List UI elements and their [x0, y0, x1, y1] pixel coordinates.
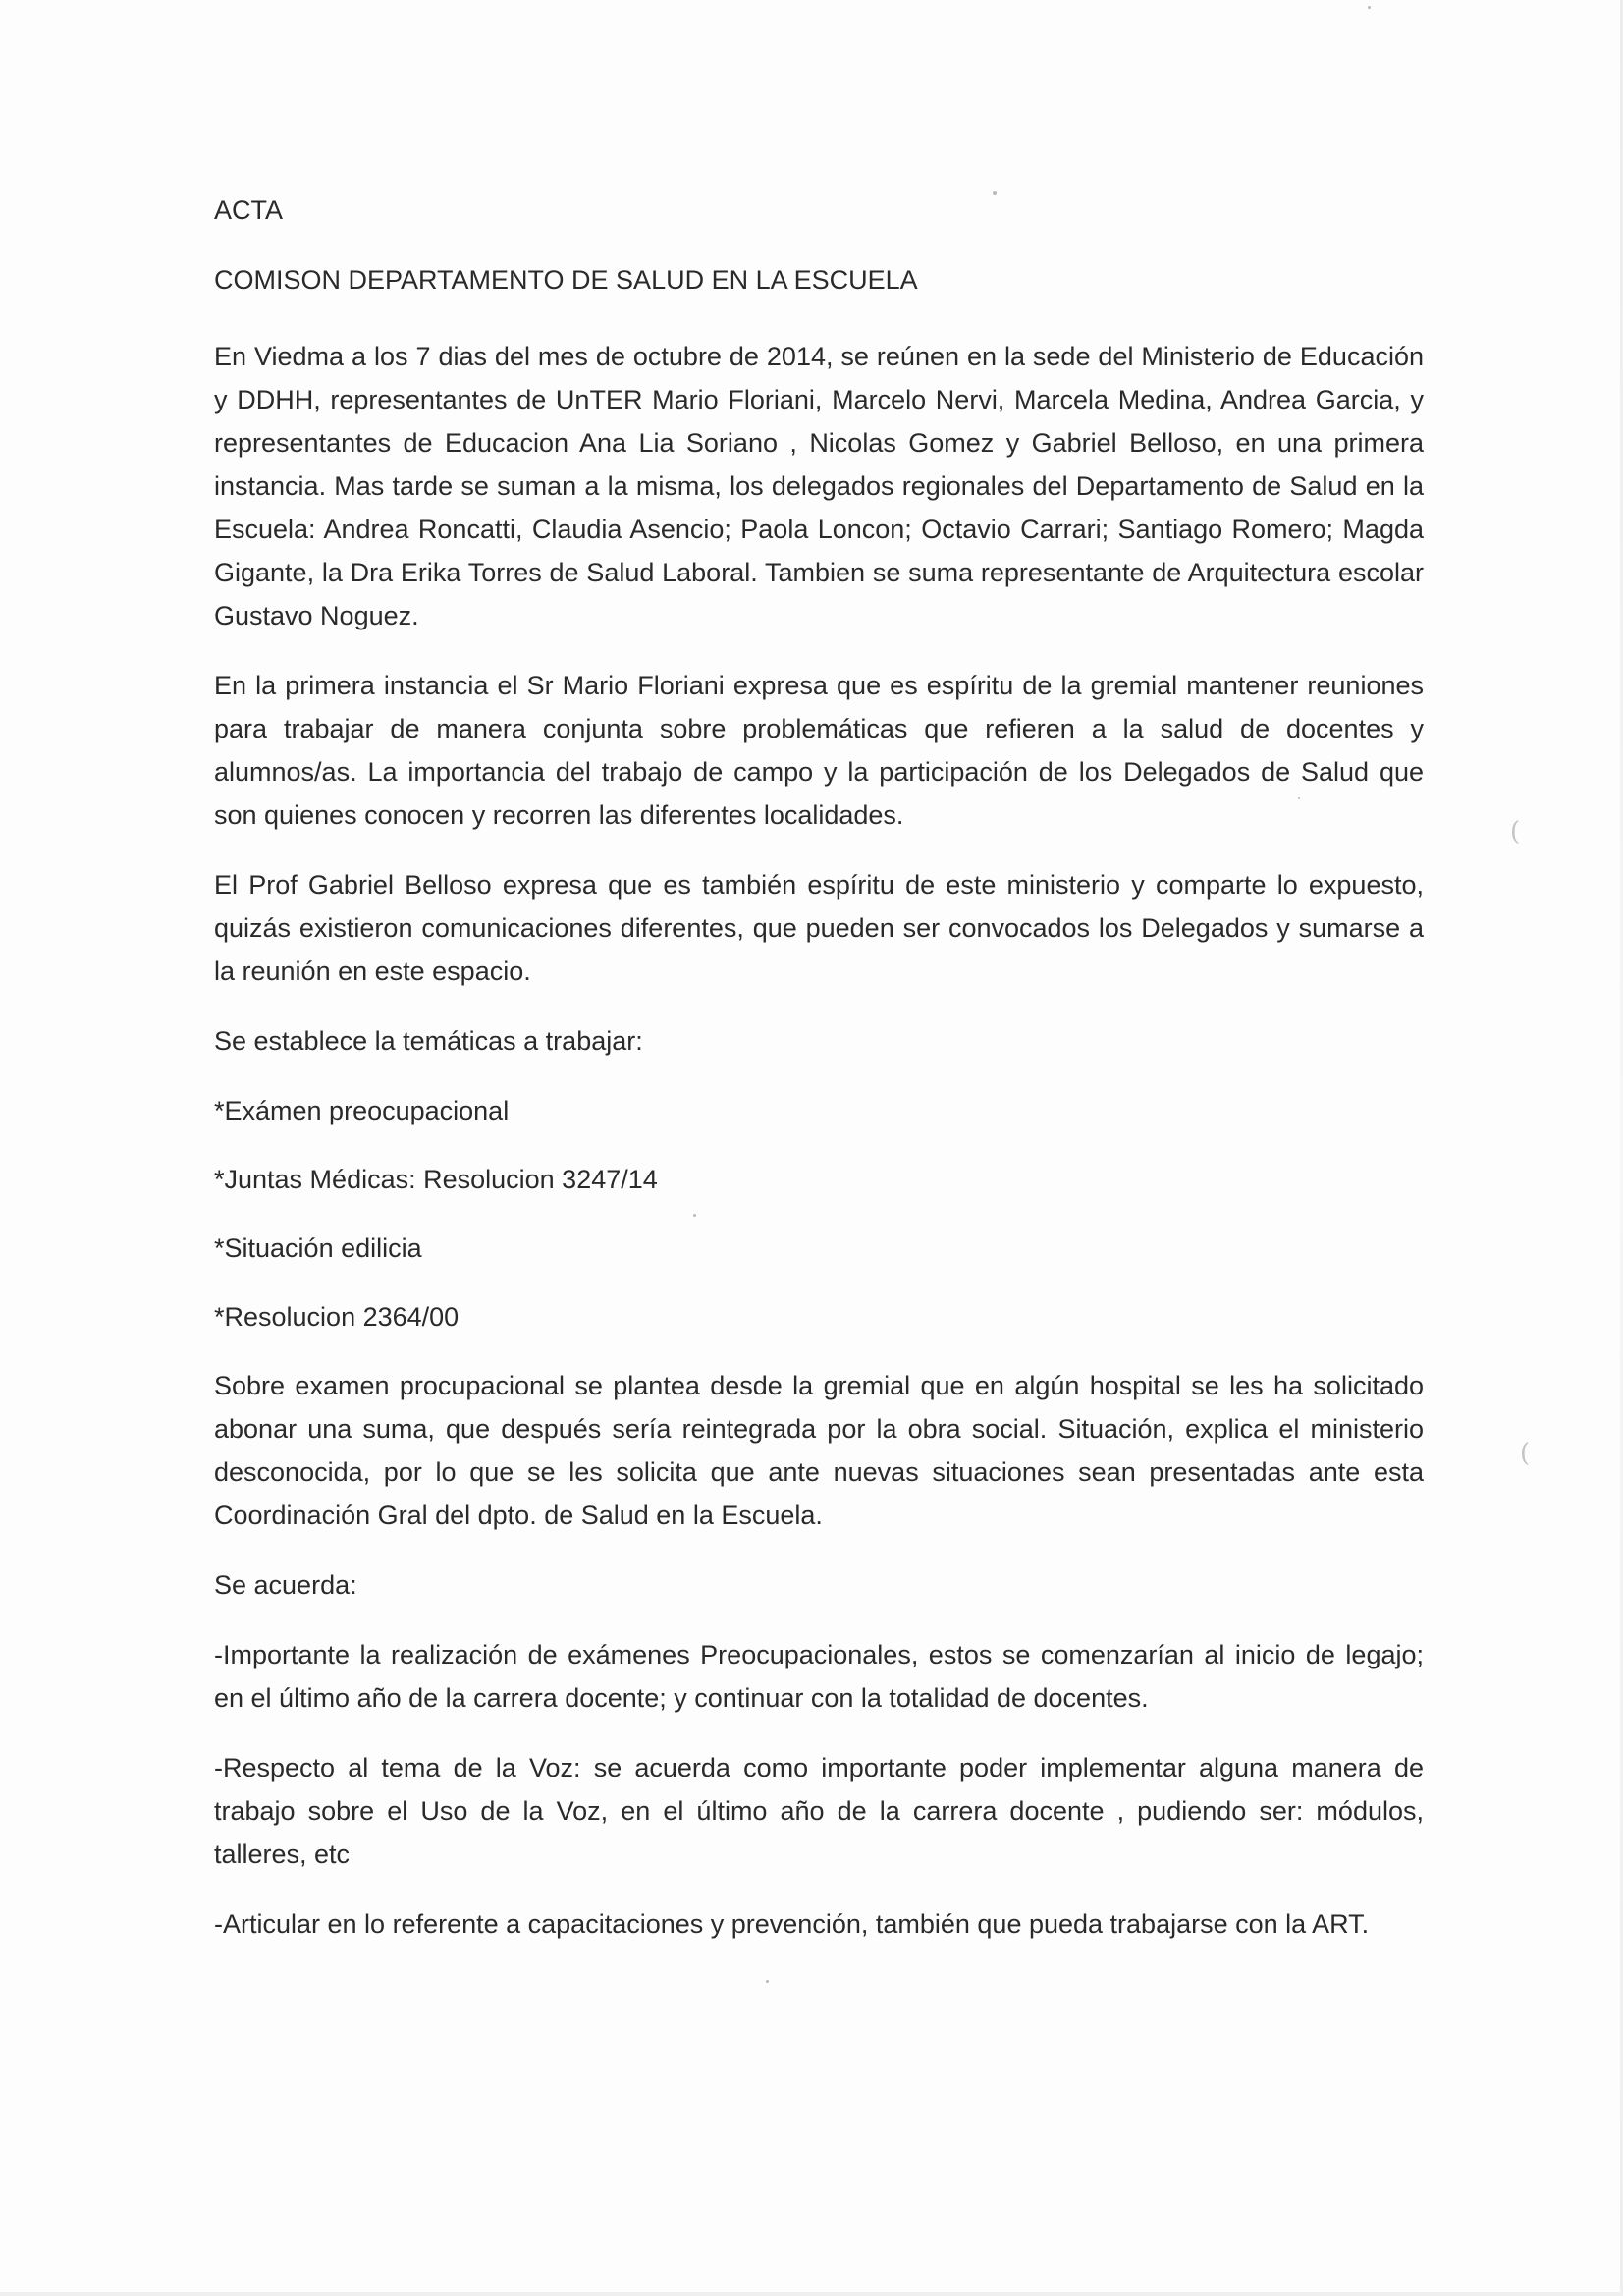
scan-mark: ( [1510, 817, 1521, 847]
paragraph-belloso: El Prof Gabriel Belloso expresa que es también espíritu de este ministerio y comparte lo expuesto, quizás existieron comunicaciones diferentes, que pueden ser convocados los Delegados y sumarse a la reunión en este espacio. [214, 870, 1424, 986]
scan-mark: ( [1520, 1439, 1531, 1468]
topic-item: *Juntas Médicas: Resolucion 3247/14 [214, 1165, 658, 1194]
agreement-item: -Articular en lo referente a capacitaciones y prevención, también que pueda trabajarse con la ART. [214, 1909, 1370, 1939]
topic-item: *Situación edilicia [214, 1233, 422, 1263]
document-title: COMISON DEPARTAMENTO DE SALUD EN LA ESCUELA [214, 265, 918, 295]
scan-speck [1368, 6, 1371, 9]
topic-item: *Resolucion 2364/00 [214, 1302, 460, 1332]
topic-item: *Exámen preocupacional [214, 1096, 510, 1125]
agreement-item: -Respecto al tema de la Voz: se acuerda como importante poder implementar alguna manera de trabajo sobre el Uso de la Voz, en el último año de la carrera docente , pudiendo ser: módulos, talleres, etc [214, 1753, 1424, 1869]
scan-speck [766, 1980, 769, 1983]
paragraph-exam: Sobre examen procupacional se plantea desde la gremial que en algún hospital se les ha solicitado abonar una suma, que después sería reintegrada por la obra social. Situación, explica el ministerio desconocida, por lo que se les solicita que ante nuevas situaciones sean presentadas ante esta Coordinación Gral del dpto. de Salud en la Escuela. [214, 1371, 1424, 1530]
page-edge [0, 2292, 1623, 2296]
agreement-item: -Importante la realización de exámenes Preocupacionales, estos se comenzarían al inicio de legajo; en el último año de la carrera docente; y continuar con la totalidad de docentes. [214, 1640, 1424, 1713]
topics-intro: Se establece la temáticas a trabajar: [214, 1026, 643, 1056]
scan-speck [1298, 797, 1300, 799]
document-body [214, 189, 1424, 1972]
paragraph-attendees: En Viedma a los 7 dias del mes de octubre de 2014, se reúnen en la sede del Ministerio de Educación y DDHH, representantes de UnTER Mario Floriani, Marcelo Nervi, Marcela Medina, Andrea Garcia, y representantes de Educacion Ana Lia Soriano , Nicolas Gomez y Gabriel Belloso, en una primera instancia. Mas tarde se suman a la misma, los delegados regionales del Departamento de Salud en la Escuela: Andrea Roncatti, Claudia Asencio; Paola Loncon; Octavio Carrari; Santiago Romero; Magda Gigante, la Dra Erika Torres de Salud Laboral. Tambien se suma representante de Arquitectura escolar Gustavo Noguez. [214, 342, 1424, 630]
agreement-intro: Se acuerda: [214, 1570, 357, 1600]
document-heading: ACTA [214, 195, 284, 225]
paragraph-floriani: En la primera instancia el Sr Mario Floriani expresa que es espíritu de la gremial mantener reuniones para trabajar de manera conjunta sobre problemáticas que refieren a la salud de docentes y alumnos/as. La importancia del trabajo de campo y la participación de los Delegados de Salud que son quienes conocen y recorren las diferentes localidades. [214, 671, 1424, 830]
scan-speck [993, 191, 997, 195]
scan-speck [693, 1214, 696, 1217]
